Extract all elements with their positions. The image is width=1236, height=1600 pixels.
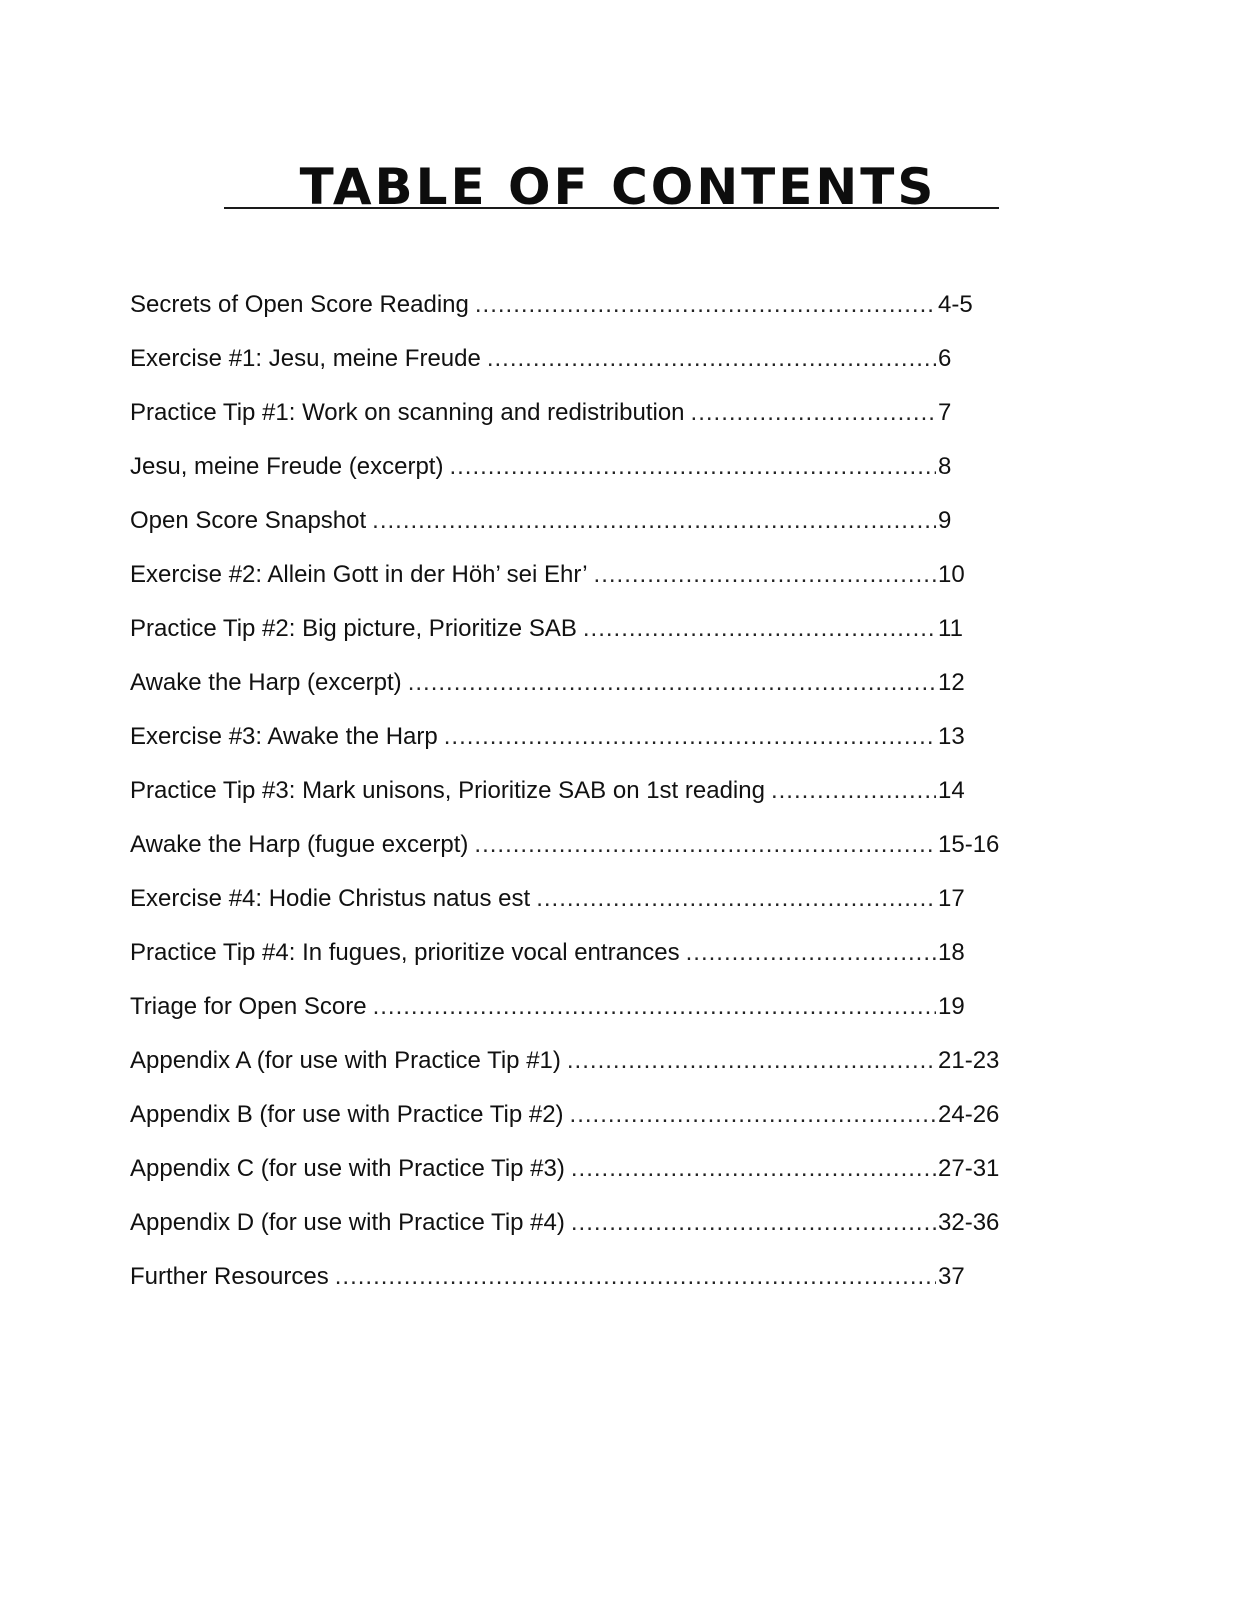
- toc-entry: [130, 1034, 1030, 1088]
- dot-leader: [571, 1196, 936, 1250]
- toc-entry-label: Appendix C (for use with Practice Tip #3): [130, 1142, 571, 1196]
- toc-entry-label: Exercise #1: Jesu, meine Freude: [130, 332, 487, 386]
- toc-entry-page-number: 17: [938, 885, 965, 912]
- dot-leader: [408, 656, 936, 710]
- toc-entry-page-number: 6: [938, 345, 952, 372]
- toc-entry-label: Awake the Harp (fugue excerpt): [130, 818, 474, 872]
- dot-leader: [372, 494, 936, 548]
- toc-entry: [130, 980, 1030, 1034]
- toc-entry-label: Secrets of Open Score Reading: [130, 278, 475, 332]
- toc-entry-title-with-leader: [130, 602, 936, 656]
- toc-entry-page-number: 14: [938, 777, 965, 804]
- dot-leader: [567, 1034, 936, 1088]
- toc-entry: [130, 440, 1030, 494]
- toc-entry-page-number: 37: [938, 1263, 965, 1290]
- dot-leader: [449, 440, 936, 494]
- toc-entry: [130, 764, 1030, 818]
- dot-leader: [487, 332, 936, 386]
- dot-leader: [594, 548, 936, 602]
- toc-entry-label: Practice Tip #1: Work on scanning and redistribution: [130, 386, 691, 440]
- toc-entry-title-with-leader: [130, 1034, 936, 1088]
- toc-entry-title-with-leader: [130, 440, 936, 494]
- toc-entry-label: Appendix D (for use with Practice Tip #4): [130, 1196, 571, 1250]
- toc-entry-page-number: 19: [938, 993, 965, 1020]
- toc-entry-label: Exercise #4: Hodie Christus natus est: [130, 872, 536, 926]
- dot-leader: [571, 1142, 936, 1196]
- toc-entry-label: Practice Tip #3: Mark unisons, Prioritize SAB on 1st reading: [130, 764, 771, 818]
- toc-entry-page-number: 13: [938, 723, 965, 750]
- dot-leader: [570, 1088, 936, 1142]
- toc-entry: [130, 332, 1030, 386]
- toc-entry-title-with-leader: [130, 926, 936, 980]
- toc-entry-title-with-leader: [130, 1250, 936, 1304]
- toc-entry-page-number: 27-31: [938, 1155, 1000, 1182]
- toc-entry-label: Practice Tip #4: In fugues, prioritize vocal entrances: [130, 926, 686, 980]
- toc-entry-title-with-leader: [130, 764, 936, 818]
- toc-entry-page-number: 15-16: [938, 831, 1000, 858]
- toc-entry: [130, 386, 1030, 440]
- toc-entry-title-with-leader: [130, 278, 936, 332]
- toc-entry-label: Exercise #3: Awake the Harp: [130, 710, 444, 764]
- dot-leader: [444, 710, 936, 764]
- toc-entry: [130, 818, 1030, 872]
- toc-entry-label: Jesu, meine Freude (excerpt): [130, 440, 449, 494]
- toc-entry-title-with-leader: [130, 386, 936, 440]
- dot-leader: [536, 872, 936, 926]
- toc-entry-label: Practice Tip #2: Big picture, Prioritize SAB: [130, 602, 583, 656]
- toc-entry-title-with-leader: [130, 818, 936, 872]
- toc-entry-page-number: 18: [938, 939, 965, 966]
- toc-entry: [130, 710, 1030, 764]
- toc-entry: [130, 656, 1030, 710]
- toc-entry-title-with-leader: [130, 494, 936, 548]
- page-title: TABLE OF CONTENTS: [299, 157, 937, 216]
- toc-entry-label: Further Resources: [130, 1250, 335, 1304]
- toc-entry-page-number: 10: [938, 561, 965, 588]
- toc-entry: [130, 1088, 1030, 1142]
- toc-entry-label: Appendix B (for use with Practice Tip #2): [130, 1088, 570, 1142]
- toc-entry-page-number: 21-23: [938, 1047, 1000, 1074]
- dot-leader: [583, 602, 936, 656]
- toc-entry: [130, 278, 1030, 332]
- toc-entry-page-number: 8: [938, 453, 952, 480]
- toc-entry-page-number: 7: [938, 399, 952, 426]
- toc-entry-page-number: 24-26: [938, 1101, 1000, 1128]
- toc-entry-title-with-leader: [130, 332, 936, 386]
- dot-leader: [373, 980, 936, 1034]
- toc-entry-label: Awake the Harp (excerpt): [130, 656, 408, 710]
- toc-entry: [130, 872, 1030, 926]
- toc-entry-title-with-leader: [130, 872, 936, 926]
- table-of-contents: [130, 278, 1030, 1304]
- dot-leader: [686, 926, 936, 980]
- toc-entry-label: Triage for Open Score: [130, 980, 373, 1034]
- toc-entry-title-with-leader: [130, 548, 936, 602]
- toc-entry-title-with-leader: [130, 656, 936, 710]
- toc-entry-page-number: 9: [938, 507, 952, 534]
- toc-entry-title-with-leader: [130, 710, 936, 764]
- toc-entry: [130, 494, 1030, 548]
- toc-entry: [130, 1196, 1030, 1250]
- toc-entry-page-number: 11: [938, 615, 963, 642]
- toc-entry-label: Exercise #2: Allein Gott in der Höh’ sei Ehr’: [130, 548, 594, 602]
- dot-leader: [335, 1250, 936, 1304]
- toc-entry: [130, 1142, 1030, 1196]
- toc-entry-title-with-leader: [130, 1142, 936, 1196]
- toc-entry-title-with-leader: [130, 1196, 936, 1250]
- dot-leader: [474, 818, 936, 872]
- toc-entry: [130, 926, 1030, 980]
- title-divider: [224, 207, 999, 209]
- toc-entry: [130, 1250, 1030, 1304]
- toc-entry-title-with-leader: [130, 980, 936, 1034]
- toc-entry-page-number: 12: [938, 669, 965, 696]
- dot-leader: [691, 386, 936, 440]
- dot-leader: [771, 764, 936, 818]
- toc-entry: [130, 602, 1030, 656]
- toc-entry-page-number: 4-5: [938, 291, 973, 318]
- toc-entry: [130, 548, 1030, 602]
- toc-entry-label: Appendix A (for use with Practice Tip #1): [130, 1034, 567, 1088]
- toc-entry-title-with-leader: [130, 1088, 936, 1142]
- dot-leader: [475, 278, 936, 332]
- toc-entry-page-number: 32-36: [938, 1209, 1000, 1236]
- toc-entry-label: Open Score Snapshot: [130, 494, 372, 548]
